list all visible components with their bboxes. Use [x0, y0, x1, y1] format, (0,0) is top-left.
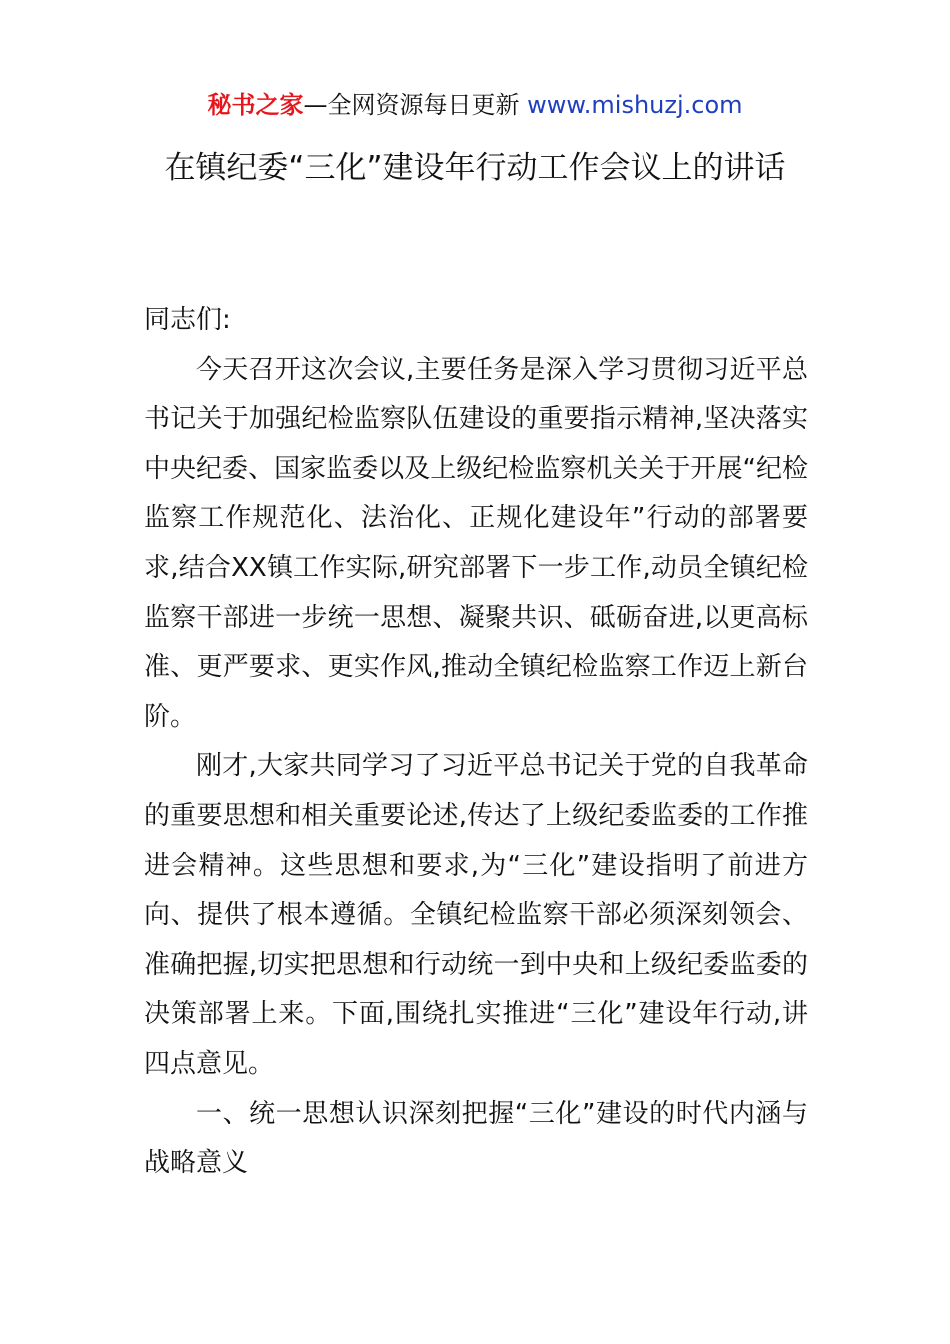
paragraph: 今天召开这次会议,主要任务是深入学习贯彻习近平总书记关于加强纪检监察队伍建设的重要指示精神,坚决落实中央纪委、国家监委以及上级纪检监察机关关于开展“纪检监察工作规范化、法治化、正规化建设年”行动的部署要求,结合XX镇工作实际,研究部署下一步工作,动员全镇纪检监察干部进一步统一思想、凝聚共识、砥砺奋进,以更高标准、更严要求、更实作风,推动全镇纪检监察工作迈上新台阶。	[144, 354, 808, 732]
paragraph: 刚才,大家共同学习了习近平总书记关于党的自我革命的重要思想和相关重要论述,传达了上级纪委监委的工作推进会精神。这些思想和要求,为“三化”建设指明了前进方向、提供了根本遵循。全镇纪检监察干部必须深刻领会、准确把握,切实把思想和行动统一到中央和上级纪委监委的决策部署上来。下面,围绕扎实推进“三化”建设年行动,讲四点意见。	[144, 751, 808, 1079]
section-heading: 一、统一思想认识深刻把握“三化”建设的时代内涵与战略意义	[144, 1098, 808, 1179]
document-title: 在镇纪委“三化”建设年行动工作会议上的讲话	[164, 150, 786, 186]
salutation: 同志们:	[144, 305, 231, 335]
site-url: www.mishuzj.com	[527, 91, 743, 119]
document-body	[144, 296, 808, 1189]
brand-name: 秘书之家	[207, 91, 304, 119]
site-header	[0, 88, 950, 122]
header-tagline: —全网资源每日更新	[303, 91, 528, 119]
